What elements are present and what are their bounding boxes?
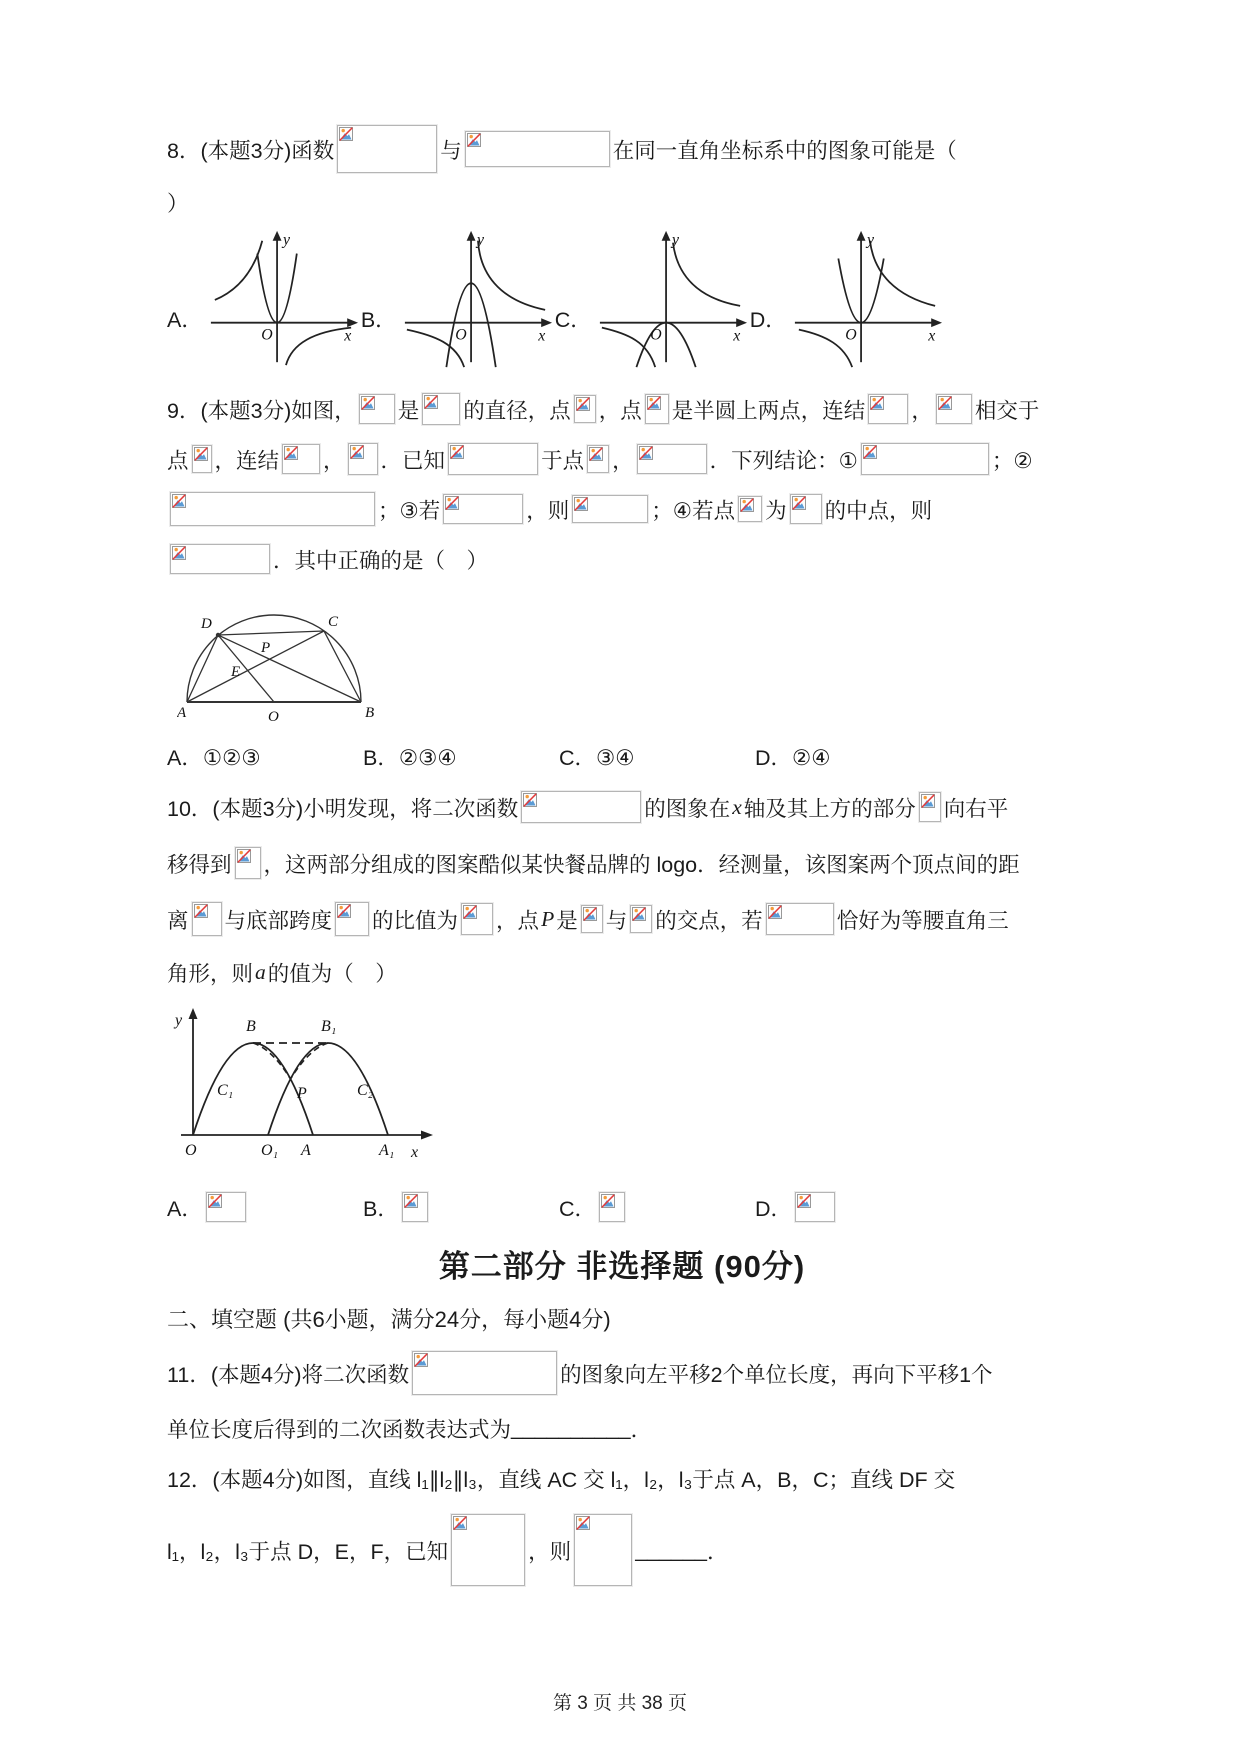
image-placeholder xyxy=(766,903,834,935)
q10-var-a: a xyxy=(255,959,266,984)
axis-label: O xyxy=(649,326,662,344)
broken-image-icon xyxy=(639,446,653,460)
axis-label: O xyxy=(845,326,857,344)
option-label: A． xyxy=(167,1196,203,1221)
q9-text: ；③若 xyxy=(378,498,441,523)
point-label: B xyxy=(365,705,375,721)
q10-text: 的图象在 xyxy=(644,796,731,821)
image-placeholder xyxy=(443,494,523,524)
q8-text: 与 xyxy=(440,138,462,163)
point-label: A xyxy=(177,705,187,721)
q10-figure xyxy=(171,1003,1077,1178)
broken-image-icon xyxy=(574,497,588,511)
image-placeholder xyxy=(192,445,212,473)
q12-line-1 xyxy=(167,1452,1077,1504)
q9-text: 是半圆上两点，连结 xyxy=(671,398,866,423)
option-a: A．①②③ xyxy=(167,745,261,770)
q8-option-b xyxy=(361,228,555,368)
q9-text: ，连结 xyxy=(214,448,280,473)
option-d: D．②④ xyxy=(755,745,831,770)
q9-text: ；④若点 xyxy=(651,498,736,523)
option-label: C． xyxy=(554,307,592,332)
q9-text: ， xyxy=(911,398,933,423)
q10-text: 与 xyxy=(605,908,628,933)
broken-image-icon xyxy=(467,133,481,147)
axis-label: y xyxy=(175,1012,183,1029)
broken-image-icon xyxy=(921,794,935,808)
image-placeholder xyxy=(574,395,596,423)
point-label: B xyxy=(246,1018,256,1035)
image-placeholder xyxy=(402,1192,428,1222)
q9-text: 于点 xyxy=(541,448,585,473)
q9-text: ， xyxy=(323,448,345,473)
q10-text: 的比值为 xyxy=(372,908,459,933)
broken-image-icon xyxy=(361,396,375,410)
image-placeholder xyxy=(919,792,941,822)
q8-line-1 xyxy=(167,118,1077,180)
point-label: P xyxy=(297,1085,307,1102)
curve-label: C₁ xyxy=(217,1082,234,1099)
broken-image-icon xyxy=(194,447,208,461)
q10-text: ，点 xyxy=(496,908,540,933)
axis-label: x xyxy=(537,327,545,345)
q9-figure xyxy=(177,590,1077,729)
option-b xyxy=(363,1192,559,1223)
axis-label: y xyxy=(671,231,679,249)
point-label: B₁ xyxy=(321,1018,337,1035)
image-placeholder xyxy=(335,902,369,936)
option-c: C．③④ xyxy=(559,745,635,770)
option-label: A． xyxy=(167,307,203,332)
image-placeholder xyxy=(348,443,378,475)
q10-text: ，这两部分组成的图案酷似某快餐品牌的 logo．经测量，该图案两个顶点间的距 xyxy=(263,852,1020,877)
q8-option-a xyxy=(167,228,361,368)
q9-text: 是 xyxy=(397,398,420,423)
q8-option-d xyxy=(750,228,945,368)
axis-label: O xyxy=(454,326,467,344)
q10-text: 的交点，若 xyxy=(655,908,763,933)
q10-line-2 xyxy=(167,835,1077,891)
broken-image-icon xyxy=(863,445,877,459)
image-placeholder xyxy=(630,905,652,933)
graph-b xyxy=(397,228,555,368)
q9-text: ．已知 xyxy=(380,448,446,473)
broken-image-icon xyxy=(172,494,186,508)
q10-text: 向右平 xyxy=(943,796,1009,821)
q9-text: ．下列结论：① xyxy=(709,448,858,473)
q9-text: 为 xyxy=(765,498,787,523)
axis-label: x xyxy=(927,327,935,345)
broken-image-icon xyxy=(424,395,438,409)
graph-a xyxy=(203,228,361,368)
q9-text: 9．(本题3分)如图， xyxy=(167,398,356,423)
broken-image-icon xyxy=(601,1194,615,1208)
image-placeholder xyxy=(581,905,603,933)
broken-image-icon xyxy=(414,1353,428,1367)
option-d xyxy=(755,1192,838,1223)
q12-text: 12．(本题4分)如图，直线 l₁∥l₂∥l₃，直线 AC 交 l₁，l₂，l₃于点 A，B，C；直线 DF 交 xyxy=(167,1467,956,1492)
q9-line-3 xyxy=(167,484,1077,534)
broken-image-icon xyxy=(576,1516,590,1530)
point-label: A xyxy=(301,1142,311,1159)
parabolas-figure xyxy=(171,1003,443,1173)
broken-image-icon xyxy=(339,127,353,141)
image-placeholder xyxy=(170,544,270,574)
q8-text: 8．(本题3分)函数 xyxy=(167,138,335,163)
image-placeholder xyxy=(448,443,538,475)
q11-answer-blank: __________ xyxy=(511,1415,631,1440)
image-placeholder xyxy=(861,443,989,475)
image-placeholder xyxy=(422,393,460,425)
q10-line-1 xyxy=(167,779,1077,835)
q8-line-2 xyxy=(167,180,1077,224)
axis-label: O xyxy=(261,326,273,344)
q9-text: 点 xyxy=(167,448,189,473)
q8-option-c xyxy=(555,228,750,368)
q9-text: 的中点，则 xyxy=(824,498,933,523)
q11-text: 11．(本题4分)将二次函数 xyxy=(167,1362,410,1387)
section-heading: 第二部分 非选择题 (90分) xyxy=(438,1248,806,1284)
q12-answer-blank: ______ xyxy=(635,1537,707,1562)
axis-label: x xyxy=(732,327,740,345)
q9-text: ， xyxy=(612,448,634,473)
q9-text: ，点 xyxy=(598,398,642,423)
image-placeholder xyxy=(206,1192,246,1222)
broken-image-icon xyxy=(450,445,464,459)
q9-line-2 xyxy=(167,434,1077,484)
image-placeholder xyxy=(738,496,762,522)
image-placeholder xyxy=(790,494,822,524)
broken-image-icon xyxy=(938,396,952,410)
axis-label: x xyxy=(344,327,352,345)
option-label: B． xyxy=(360,307,397,332)
q9-text: 相交于 xyxy=(974,398,1040,423)
option-label: D． xyxy=(749,307,787,332)
broken-image-icon xyxy=(208,1194,222,1208)
point-label: C xyxy=(328,614,339,630)
point-label: D xyxy=(201,616,212,632)
point-label: P xyxy=(261,640,271,656)
broken-image-icon xyxy=(740,498,754,512)
q10-options xyxy=(167,1182,1077,1232)
q9-options xyxy=(167,733,1077,779)
image-placeholder xyxy=(795,1192,835,1222)
q10-var-p: P xyxy=(541,906,555,931)
q10-text: 的值为（ ） xyxy=(267,961,397,986)
image-placeholder xyxy=(170,492,375,526)
image-placeholder xyxy=(868,394,908,424)
broken-image-icon xyxy=(284,446,298,460)
image-placeholder xyxy=(359,394,395,424)
broken-image-icon xyxy=(632,907,646,921)
broken-image-icon xyxy=(523,793,537,807)
q8-text: 在同一直角坐标系中的图象可能是（ xyxy=(612,138,957,163)
broken-image-icon xyxy=(768,905,782,919)
semicircle-figure xyxy=(177,590,382,724)
option-c xyxy=(559,1192,755,1223)
q10-var-x: x xyxy=(732,794,742,819)
option-label: B． xyxy=(363,1196,399,1221)
broken-image-icon xyxy=(583,907,597,921)
page-content xyxy=(167,118,1077,1596)
q12-text: ，则 xyxy=(528,1539,572,1564)
q9-text: ．其中正确的是（ ） xyxy=(273,548,489,573)
image-placeholder xyxy=(235,847,261,879)
axis-label: x xyxy=(411,1144,419,1161)
broken-image-icon xyxy=(445,496,459,510)
q11-text: 单位长度后得到的二次函数表达式为 xyxy=(167,1417,512,1442)
q10-text: 移得到 xyxy=(167,852,232,877)
point-label: E xyxy=(231,664,241,680)
q11-text: ． xyxy=(630,1417,653,1442)
graph-c xyxy=(592,228,750,368)
axis-label: y xyxy=(282,231,290,249)
q10-text: 是 xyxy=(556,908,578,933)
q10-text: 离 xyxy=(167,908,189,933)
broken-image-icon xyxy=(404,1194,418,1208)
image-placeholder xyxy=(645,394,669,424)
point-label: O₁ xyxy=(261,1142,279,1159)
q11-line-2 xyxy=(167,1404,1077,1452)
q10-line-3 xyxy=(167,891,1077,947)
q10-line-4 xyxy=(167,947,1077,997)
point-label: O xyxy=(268,709,279,724)
q9-text: ，则 xyxy=(526,498,570,523)
broken-image-icon xyxy=(870,396,884,410)
option-label: C． xyxy=(559,1196,597,1221)
image-placeholder xyxy=(637,444,707,474)
broken-image-icon xyxy=(647,396,661,410)
image-placeholder xyxy=(521,791,641,823)
q11-text: 的图象向左平移2个单位长度，再向下平移1个 xyxy=(560,1362,993,1387)
broken-image-icon xyxy=(797,1194,811,1208)
axis-label: y xyxy=(866,231,874,249)
graph-d xyxy=(787,228,945,368)
option-b: B．②③④ xyxy=(363,745,457,770)
page-number: 第 3 页 共 38 页 xyxy=(552,1693,688,1714)
q12-line-2 xyxy=(167,1504,1077,1596)
section-subheading: 二、填空题 (共6小题，满分24分，每小题4分) xyxy=(167,1306,611,1332)
image-placeholder xyxy=(587,445,609,473)
q9-text: ；② xyxy=(991,448,1033,473)
q12-text: ． xyxy=(706,1539,729,1564)
q10-text: 轴及其上方的部分 xyxy=(743,796,916,821)
q11-line-1 xyxy=(167,1342,1077,1404)
image-placeholder xyxy=(599,1192,625,1222)
q10-text: 恰好为等腰直角三 xyxy=(836,908,1009,933)
image-placeholder xyxy=(451,1514,525,1586)
image-placeholder xyxy=(412,1351,557,1395)
broken-image-icon xyxy=(350,445,364,459)
option-a xyxy=(167,1192,363,1223)
broken-image-icon xyxy=(463,905,477,919)
q8-text: ） xyxy=(167,191,189,216)
image-placeholder xyxy=(574,1514,632,1586)
broken-image-icon xyxy=(792,496,806,510)
broken-image-icon xyxy=(576,397,590,411)
broken-image-icon xyxy=(237,849,251,863)
point-label: A₁ xyxy=(379,1142,395,1159)
q10-text: 角形，则 xyxy=(167,961,254,986)
q8-graphs xyxy=(167,228,1077,378)
option-label: D． xyxy=(755,1196,793,1221)
broken-image-icon xyxy=(589,447,603,461)
q9-line-1 xyxy=(167,384,1077,434)
image-placeholder xyxy=(936,394,972,424)
image-placeholder xyxy=(461,903,493,935)
curve-label: C₂ xyxy=(357,1082,374,1099)
image-placeholder xyxy=(192,902,222,936)
q10-text: 与底部跨度 xyxy=(224,908,333,933)
image-placeholder xyxy=(282,444,320,474)
q12-text: l₁，l₂，l₃于点 D，E，F，已知 xyxy=(167,1539,449,1564)
axis-label: y xyxy=(476,231,484,249)
image-placeholder xyxy=(572,495,648,523)
image-placeholder xyxy=(465,131,610,167)
q10-text: 10．(本题3分)小明发现，将二次函数 xyxy=(167,796,519,821)
broken-image-icon xyxy=(453,1516,467,1530)
q9-line-4 xyxy=(167,534,1077,584)
point-label: O xyxy=(185,1142,197,1159)
q9-text: 的直径，点 xyxy=(463,398,571,423)
image-placeholder xyxy=(337,125,437,173)
broken-image-icon xyxy=(337,904,351,918)
broken-image-icon xyxy=(172,546,186,560)
broken-image-icon xyxy=(194,904,208,918)
